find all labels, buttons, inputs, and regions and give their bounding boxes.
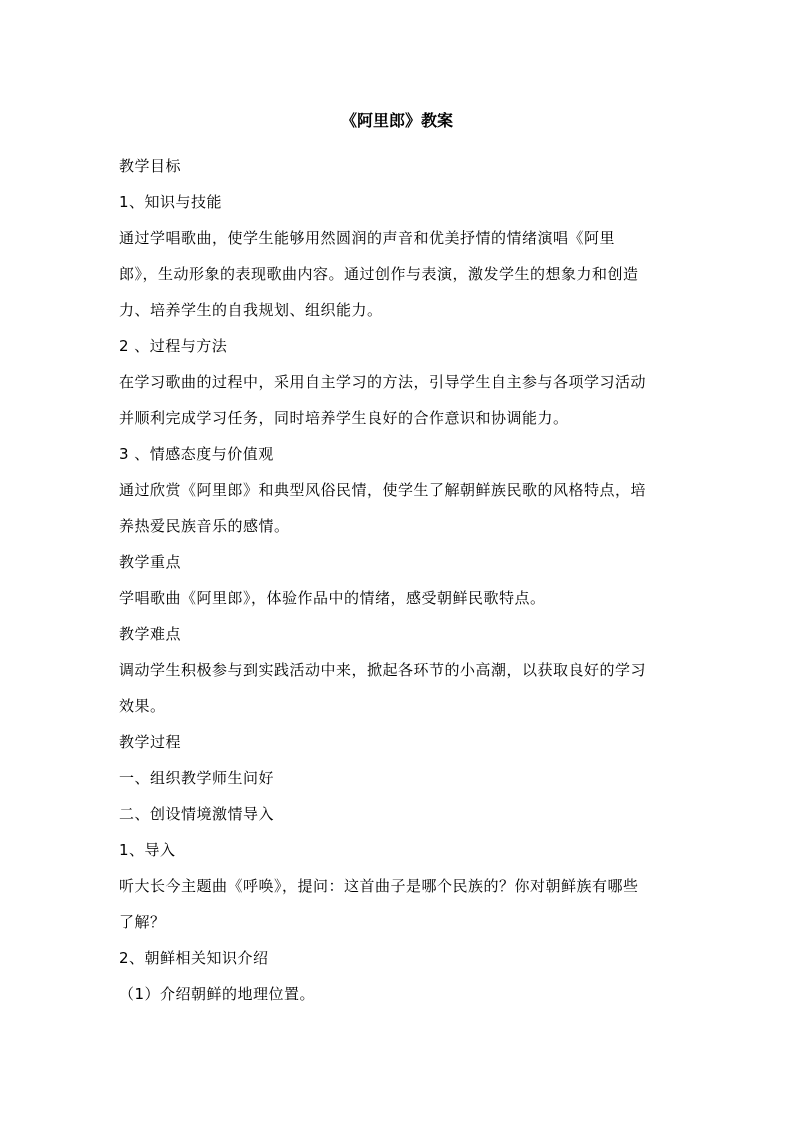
line-section-heading-difficulties: 教学难点 — [119, 625, 182, 643]
line-section-heading-process: 教学过程 — [119, 733, 182, 751]
line-paragraph: 在学习歌曲的过程中，采用自主学习的方法，引导学生自主参与各项学习活动 — [119, 373, 647, 391]
line-subheading-knowledge-skills: 1、知识与技能 — [119, 193, 223, 211]
line-subheading-process-methods: 2 、过程与方法 — [119, 337, 228, 355]
line-paragraph: 养热爱民族音乐的感情。 — [119, 517, 290, 535]
line-paragraph: 通过欣赏《阿里郎》和典型风俗民情，使学生了解朝鲜族民歌的风格特点，培 — [119, 481, 647, 499]
line-paragraph: 听大长今主题曲《呼唤》，提问：这首曲子是哪个民族的？你对朝鲜族有哪些 — [119, 877, 639, 895]
line-substep: 2、朝鲜相关知识介绍 — [119, 949, 269, 967]
line-section-heading-key-points: 教学重点 — [119, 553, 182, 571]
document-body — [119, 148, 674, 1012]
line-subheading-attitudes-values: 3 、情感态度与价值观 — [119, 445, 274, 463]
line-paragraph: 效果。 — [119, 697, 166, 715]
line-section-heading-objectives: 教学目标 — [119, 157, 182, 175]
line-substep: 1、导入 — [119, 841, 176, 859]
line-paragraph: 了解？ — [119, 913, 166, 931]
document-title: 《阿里郎》教案 — [340, 111, 453, 130]
line-step: 一、组织教学师生问好 — [119, 769, 275, 787]
line-paragraph: 力、培养学生的自我规划、组织能力。 — [119, 301, 383, 319]
line-paragraph: 并顺利完成学习任务，同时培养学生良好的合作意识和协调能力。 — [119, 409, 569, 427]
line-list-item: （1）介绍朝鲜的地理位置。 — [119, 985, 316, 1003]
line-paragraph: 学唱歌曲《阿里郎》，体验作品中的情绪，感受朝鲜民歌特点。 — [119, 589, 546, 607]
line-paragraph: 郎》，生动形象的表现歌曲内容。通过创作与表演，激发学生的想象力和创造 — [119, 265, 639, 283]
line-paragraph: 通过学唱歌曲，使学生能够用然圆润的声音和优美抒情的情绪演唱《阿里 — [119, 229, 616, 247]
line-paragraph: 调动学生积极参与到实践活动中来，掀起各环节的小高潮，以获取良好的学习 — [119, 661, 647, 679]
line-step: 二、创设情境激情导入 — [119, 805, 275, 823]
